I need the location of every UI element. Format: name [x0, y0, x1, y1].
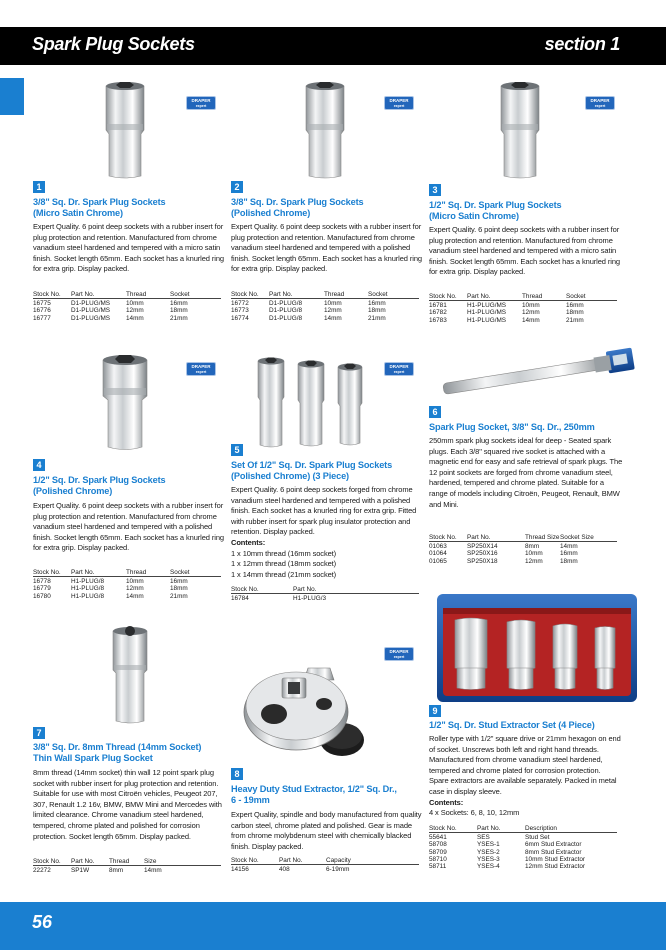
- table-row: 16777 D1-PLUG/MS 14mm 21mm: [33, 314, 188, 322]
- product-title: 1/2" Sq. Dr. Spark Plug Sockets (Polished Chrome): [33, 475, 166, 496]
- spec-table: Stock No. Part No. 16784 H1-PLUG/3: [231, 586, 419, 602]
- table-row: 14156 408 6-19mm: [231, 866, 350, 874]
- page-footer: [0, 902, 666, 950]
- product-title: Spark Plug Socket, 3/8" Sq. Dr., 250mm: [429, 422, 595, 432]
- product-description: Expert Quality. 6 point deep sockets with a rubber insert for plug protection and retention. Manufactured from chrome vanadium steel hardened and tempered with a polished finish. Socket length 65mm. Each socket has a knurled ring for extra grip. Display packed.: [231, 222, 422, 274]
- table-row: 16772 D1-PLUG/8 10mm 16mm: [231, 300, 386, 308]
- stud-extractor-image: [230, 640, 370, 765]
- product-title: 3/8" Sq. Dr. Spark Plug Sockets (Polished Chrome): [231, 197, 364, 218]
- table-row: 58711 YSES-4 12mm Stud Extractor: [429, 863, 586, 871]
- table-row: 16779 H1-PLUG/8 12mm 18mm: [33, 585, 188, 593]
- spec-table: Stock No. Part No. Thread Socket 16775 D1-PLUG/MS 10mm 16mm 16776 D1-PLUG/MS 12mm 18mm 16777 D1-PLUG/MS 14mm 21mm: [33, 291, 221, 322]
- table-row: 16776 D1-PLUG/MS 12mm 18mm: [33, 307, 188, 315]
- product-description: 250mm spark plug sockets ideal for deep - Seated spark plugs. Each 3/8" squared rive socket is attached with a magnetic end for easy and safe retrieval of spark plugs. The 12 point sockets are forged from chrome vanadium steel, hardened, tempered and chrome plated. Suitable for a range of models including Citroën, Peugeot, Renault, BMW and Mini.: [429, 436, 623, 509]
- socket-image: [98, 352, 152, 452]
- spec-table: Stock No. Part No. Thread Size Socket Size 01063 SP250X14 8mm 14mm 01064 SP250X16 10mm 16mm 01065 SP250X18 12mm 18mm: [429, 534, 617, 565]
- product-number-badge: 4: [33, 459, 45, 471]
- table-row: 55641 SES Stud Set: [429, 834, 550, 842]
- product-title: 1/2" Sq. Dr. Stud Extractor Set (4 Piece): [429, 720, 595, 730]
- product-number-badge: 7: [33, 727, 45, 739]
- product-description: Roller type with 1/2" square drive or 21mm hexagon on end of socket. Unscrews both left and right hand threads. Manufactured from chrome vanadium steel hardened, tempered and chrome plated for corrosion protection. Spare extractors are available separately. Packed in metal case in display sleeve. Contents: 4 x Sockets: 6, 8, 10, 12mm: [429, 734, 621, 818]
- long-socket-image: [430, 345, 640, 400]
- product-title: 3/8" Sq. Dr. 8mm Thread (14mm Socket) Thin Wall Spark Plug Socket: [33, 742, 202, 763]
- table-row: 16773 D1-PLUG/8 12mm 18mm: [231, 307, 386, 315]
- draper-logo: DRAPER expert: [384, 362, 414, 376]
- socket-image: [495, 80, 545, 180]
- product-number-badge: 8: [231, 768, 243, 780]
- product-number-badge: 6: [429, 406, 441, 418]
- table-row: 16781 H1-PLUG/MS 10mm 16mm: [429, 302, 584, 310]
- spec-table: Stock No. Part No. Description 55641 SES Stud Set 58708 YSES-1 6mm Stud Extractor 58709 YSES-2 8mm Stud Extractor 58710 YSES-3 10mm Stud Extractor 58711 YSES-4 12mm Stud Extractor: [429, 825, 617, 870]
- table-row: 01065 SP250X18 12mm 18mm: [429, 557, 578, 565]
- product-number-badge: 1: [33, 181, 45, 193]
- table-row: 16774 D1-PLUG/8 14mm 21mm: [231, 314, 386, 322]
- table-row: 16775 D1-PLUG/MS 10mm 16mm: [33, 300, 188, 308]
- socket-image: [300, 80, 350, 180]
- socket-set-image: [255, 355, 370, 450]
- table-row: 01064 SP250X16 10mm 16mm: [429, 550, 578, 558]
- extractor-set-image: [435, 592, 640, 704]
- page-header: [0, 27, 666, 65]
- product-description: Expert Quality. 6 point deep sockets with a rubber insert for plug protection and retention. Manufactured from chrome vanadium steel hardened and tempered with a micro satin finish. Socket length 65mm. Each socket has a knurled ring for extra grip. Display packed.: [33, 222, 224, 274]
- product-description: 8mm thread (14mm socket) thin wall 12 point spark plug socket with rubber insert for plug protection and retention. Suitable for use with most Citroën vehicles, Peugeot 207, 307, Renault 1.2 16v, BMW, BMW Mini and Mercedes with limited clearance. Chrome vanadium steel hardened, tempered, chrome plated and polished for corrosion protection. Socket length 65mm. Display packed.: [33, 768, 222, 841]
- page-number: 56: [32, 912, 53, 932]
- socket-image: [100, 80, 150, 180]
- draper-logo: DRAPER expert: [384, 647, 414, 661]
- spec-table: Stock No. Part No. Thread Socket 16781 H1-PLUG/MS 10mm 16mm 16782 H1-PLUG/MS 12mm 18mm 16783 H1-PLUG/MS 14mm 21mm: [429, 293, 617, 324]
- product-title: Set Of 1/2" Sq. Dr. Spark Plug Sockets (Polished Chrome) (3 Piece): [231, 460, 393, 481]
- page-title: Spark Plug Sockets: [32, 34, 195, 54]
- product-title: 3/8" Sq. Dr. Spark Plug Sockets (Micro Satin Chrome): [33, 197, 166, 218]
- table-row: 58708 YSES-1 6mm Stud Extractor: [429, 841, 582, 849]
- table-row: 16778 H1-PLUG/8 10mm 16mm: [33, 578, 188, 586]
- table-row: 01063 SP250X14 8mm 14mm: [429, 543, 578, 551]
- product-title: Heavy Duty Stud Extractor, 1/2" Sq. Dr., 6 - 19mm: [231, 784, 397, 805]
- product-number-badge: 9: [429, 705, 441, 717]
- thin-socket-image: [110, 625, 150, 725]
- section-tab: [0, 78, 24, 115]
- spec-table: Stock No. Part No. Thread Socket 16778 H1-PLUG/8 10mm 16mm 16779 H1-PLUG/8 12mm 18mm 16780 H1-PLUG/8 14mm 21mm: [33, 569, 221, 600]
- table-row: 16782 H1-PLUG/MS 12mm 18mm: [429, 309, 584, 317]
- product-title: 1/2" Sq. Dr. Spark Plug Sockets (Micro Satin Chrome): [429, 200, 562, 221]
- draper-logo: DRAPER expert: [186, 96, 216, 110]
- product-description: Expert Quality. 6 point deep sockets forged from chrome vanadium steel hardened and tempered with a polished finish. Each socket has a knurled ring for extra grip. Fitted with rubber insert for spark plug insulator protection and retention. Display packed. Contents: 1 x 10mm thread (16mm socket) 1 x 12mm thread (18mm socket) 1 x 14mm thread (21mm socket): [231, 485, 417, 579]
- product-number-badge: 2: [231, 181, 243, 193]
- product-number-badge: 5: [231, 444, 243, 456]
- draper-logo: DRAPER expert: [186, 362, 216, 376]
- product-description: Expert Quality. 6 point deep sockets with a rubber insert for plug protection and retention. Manufactured from chrome vanadium steel hardened and tempered with a polished finish. Socket length 65mm. Each socket has a knurled ring for extra grip. Display packed.: [33, 501, 224, 553]
- spec-table: Stock No. Part No. Capacity 14156 408 6-19mm: [231, 857, 419, 873]
- table-row: 22272 SP1W 8mm 14mm: [33, 867, 162, 875]
- table-row: 58709 YSES-2 8mm Stud Extractor: [429, 848, 582, 856]
- product-number-badge: 3: [429, 184, 441, 196]
- draper-logo: DRAPER expert: [384, 96, 414, 110]
- table-row: 16780 H1-PLUG/8 14mm 21mm: [33, 592, 188, 600]
- spec-table: Stock No. Part No. Thread Socket 16772 D1-PLUG/8 10mm 16mm 16773 D1-PLUG/8 12mm 18mm 16774 D1-PLUG/8 14mm 21mm: [231, 291, 419, 322]
- spec-table: Stock No. Part No. Thread Size 22272 SP1W 8mm 14mm: [33, 858, 221, 874]
- section-label: section 1: [544, 34, 620, 54]
- product-description: Expert Quality. 6 point deep sockets with a rubber insert for plug protection and retention. Manufactured from chrome vanadium steel hardened and tempered with a micro satin finish. Socket length 65mm. Each socket has a knurled ring for extra grip. Display packed.: [429, 225, 620, 277]
- table-row: 58710 YSES-3 10mm Stud Extractor: [429, 855, 586, 863]
- table-row: 16783 H1-PLUG/MS 14mm 21mm: [429, 316, 584, 324]
- product-description: Expert Quality, spindle and body manufactured from quality carbon steel, chrome plated and polished. Gear is made from chrome molybdenum steel with chemically blacked finish. Display packed.: [231, 810, 422, 851]
- draper-logo: DRAPER expert: [585, 96, 615, 110]
- table-row: 16784 H1-PLUG/3: [231, 595, 327, 603]
